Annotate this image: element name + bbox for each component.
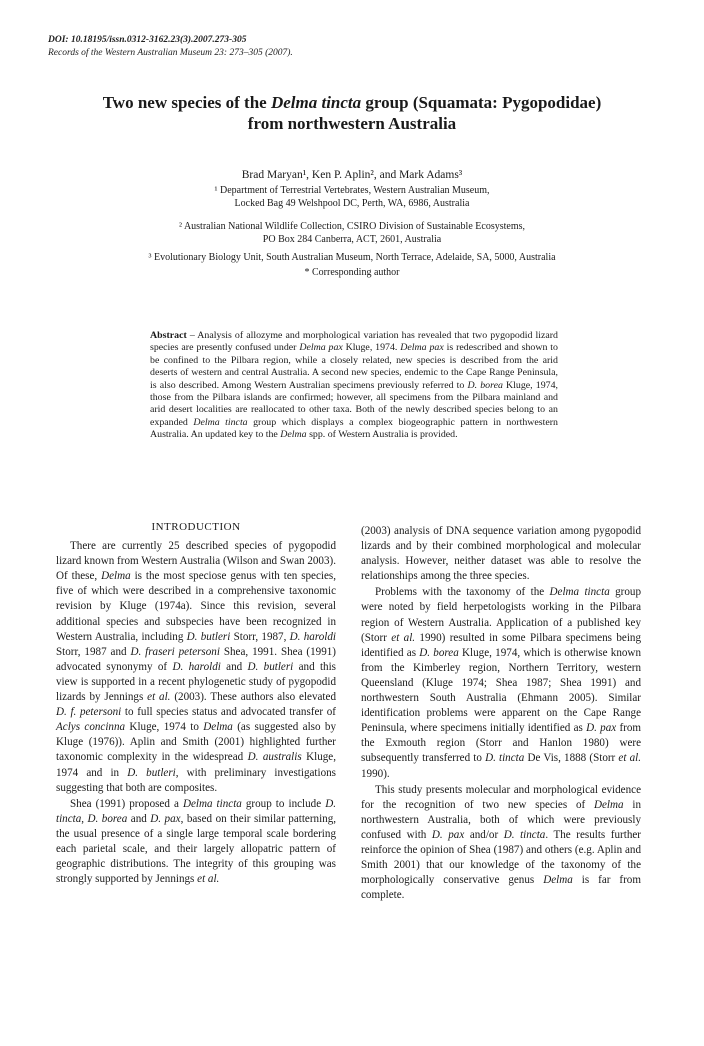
title-line2: from northwestern Australia bbox=[247, 114, 457, 133]
italic-run: D. pax bbox=[586, 722, 617, 735]
abstract-taxon: Delma pax bbox=[299, 342, 343, 354]
citation-line: Records of the Western Australian Museum 23: 273–305 (2007). bbox=[48, 48, 293, 58]
text-run: and/or bbox=[464, 828, 504, 841]
intro-paragraph-2 bbox=[56, 797, 336, 888]
text-run: , with preliminary investigations suggesting that both are composites. bbox=[56, 766, 337, 794]
abstract-taxon: Delma tincta bbox=[193, 416, 248, 428]
doi-line[interactable]: DOI: 10.18195/issn.0312-3162.23(3).2007.273-305 bbox=[48, 35, 247, 45]
article-title bbox=[30, 92, 674, 134]
text-run: to full species status and advocated transfer of bbox=[121, 706, 336, 719]
italic-run: et al. bbox=[391, 631, 416, 644]
title-italic: Delma tincta bbox=[270, 93, 362, 112]
journal-header bbox=[48, 34, 668, 60]
text-run: Shea (1991) proposed a bbox=[70, 797, 183, 810]
text-run: Shea, 1991. Shea (1991) advocated synonymy of bbox=[56, 645, 336, 673]
section-heading-introduction: INTRODUCTION bbox=[151, 521, 241, 533]
text-run: Storr, 1987, bbox=[230, 630, 290, 643]
abstract-lead: Abstract bbox=[150, 330, 187, 341]
text-run: . The results further reinforce the opinion of Shea (1987) and others (e.g. Aplin and Smith 2001) that our knowledge of the taxonomy of the morphologically conservative genus bbox=[361, 828, 641, 887]
text-run: Kluge, 1974, which is otherwise known from the Kimberley region, Northern Territory, western Queensland (Kluge 1974; Shea 1987; Shea 1991) and northwestern South Australia (Ehmann 2005). Similar identification problems were apparent on the Cape Range Peninsula, where specimens initially identified as bbox=[361, 646, 641, 735]
intro-paragraph-4 bbox=[361, 783, 641, 904]
text-run: in northwestern Australia, both of which were previously confused with bbox=[361, 798, 641, 841]
italic-run: D. haroldi bbox=[172, 660, 221, 673]
italic-run: D. tincta bbox=[56, 797, 336, 825]
abstract-taxon: D. borea bbox=[467, 379, 503, 391]
title-part1: Two new species of the bbox=[102, 93, 271, 112]
abstract-taxon: Delma pax bbox=[400, 342, 444, 354]
affiliation-2a: ² Australian National Wildlife Collection, CSIRO Division of Sustainable Ecosystems, bbox=[179, 221, 525, 232]
intro-paragraph-2-cont bbox=[361, 524, 641, 584]
italic-run: D. tincta bbox=[485, 752, 525, 765]
text-run: group were noted by field herpetologists working in the Pilbara region of Western Australia. Application of a published key (Storr bbox=[361, 586, 641, 644]
abstract-text: spp. of Western Australia is provided. bbox=[306, 429, 458, 441]
intro-paragraph-3 bbox=[361, 585, 641, 781]
italic-run: D. australis bbox=[247, 751, 302, 764]
abstract-taxon: Delma bbox=[280, 429, 307, 441]
left-column bbox=[56, 520, 336, 887]
title-part2: group (Squamata: Pygopodidae) bbox=[361, 93, 602, 112]
italic-run: D. pax bbox=[150, 812, 181, 825]
abstract-text: is redescribed and shown to be confined to the Pilbara region, while a closely related, new species is described from the arid deserts of western and central Australia. A second new species, endemic to the Cape Range Peninsula, is also described. Among Western Australian specimens previously referred to bbox=[150, 342, 558, 391]
abstract-text: Kluge, 1974. bbox=[342, 342, 401, 354]
italic-run: D. butleri bbox=[127, 766, 176, 779]
italic-run: et al. bbox=[147, 691, 171, 704]
text-run: group to include bbox=[241, 797, 326, 810]
italic-run: D. haroldi bbox=[289, 630, 336, 643]
affiliation-1a: ¹ Department of Terrestrial Vertebrates, Western Australian Museum, bbox=[214, 185, 490, 196]
abstract-text: group which displays a complex biogeographic pattern in northwestern Australia. An updated key to the bbox=[150, 416, 558, 441]
text-run: from the Exmouth region (Storr and Hanlon 1980) were subsequently transferred to bbox=[361, 722, 642, 765]
italic-run: Delma tincta bbox=[182, 797, 242, 810]
text-run: Kluge, 1974 and in bbox=[56, 751, 336, 779]
italic-run: Delma bbox=[543, 874, 573, 887]
italic-run: et al. bbox=[618, 752, 641, 765]
text-run: and bbox=[220, 660, 248, 673]
text-run: De Vis, 1888 (Storr bbox=[524, 752, 619, 765]
text-run: This study presents molecular and morphological evidence for the recognition of two new species of bbox=[361, 783, 641, 811]
italic-run: D. f. petersoni bbox=[56, 706, 122, 719]
text-run: is far from complete. bbox=[361, 874, 641, 902]
italic-run: D. fraseri petersoni bbox=[130, 645, 220, 658]
abstract-text: – Analysis of allozyme and morphological variation has revealed that two pygopodid lizard species are presently confused under bbox=[150, 330, 558, 354]
italic-run: Delma bbox=[203, 721, 233, 734]
text-run: Problems with the taxonomy of the bbox=[375, 586, 550, 599]
italic-run: D. borea bbox=[419, 646, 459, 659]
text-run: (2003) analysis of DNA sequence variation among pygopodid lizards and by their combined morphological and molecular analysis. However, neither dataset was able to resolve the relationships among the three species. bbox=[361, 525, 641, 583]
right-column bbox=[361, 524, 641, 903]
text-run: , bbox=[81, 812, 88, 825]
affiliation-3: ³ Evolutionary Biology Unit, South Australian Museum, North Terrace, Adelaide, SA, 5000, Australia bbox=[148, 252, 556, 263]
text-run: and bbox=[127, 812, 151, 825]
text-run: , based on their similar patterning, the usual presence of a single large temporal scale bordering each parietal scale, and their largely allopatric pattern of geographic distributions. The integrity of this grouping was strongly supported by Jennings bbox=[56, 812, 337, 886]
italic-run: et al. bbox=[197, 873, 220, 886]
italic-run: Delma bbox=[594, 798, 624, 811]
corresponding-note: * Corresponding author bbox=[304, 267, 400, 278]
text-run: is the most speciose genus with ten species, five of which were described in a comprehensive taxonomic revision by Kluge (1974a). Since this revision, several additional species and subspecies have been recognized in Western Australia, including bbox=[56, 570, 336, 643]
italic-run: D. butleri bbox=[186, 630, 231, 643]
italic-run: Aclys concinna bbox=[56, 721, 126, 734]
author-list: Brad Maryan¹, Ken P. Aplin², and Mark Adams³ bbox=[241, 169, 463, 181]
text-run: 1990) resulted in some Pilbara specimens being identified as bbox=[361, 631, 642, 659]
text-run: There are currently 25 described species of pygopodid lizard known from Western Australia (Wilson and Swan 2003). Of these, bbox=[56, 540, 336, 583]
text-run: (2003). These authors also elevated bbox=[170, 691, 336, 704]
abstract-text: Kluge, 1974, those from the Pilbara islands are confirmed; however, all specimens from the Pilbara mainland and arid desert localities are reallocated to other taxa. Both of the newly described species belong to an expanded bbox=[150, 379, 558, 428]
italic-run: Delma tincta bbox=[549, 586, 610, 599]
text-run: Kluge, 1974 to bbox=[125, 721, 204, 734]
italic-run: D. borea bbox=[87, 812, 128, 825]
italic-run: Delma bbox=[101, 570, 131, 583]
affiliation-2b: PO Box 284 Canberra, ACT, 2601, Australia bbox=[262, 234, 442, 245]
text-run: and this view is supported in a recent phylogenetic study of pygopodid lizards by Jennings bbox=[56, 660, 336, 704]
italic-run: D. butleri bbox=[247, 660, 294, 673]
italic-run: D. tincta bbox=[503, 828, 546, 841]
affiliation-1b: Locked Bag 49 Welshpool DC, Perth, WA, 6986, Australia bbox=[234, 198, 470, 209]
text-run: Storr, 1987 and bbox=[56, 645, 131, 658]
text-run: 1990). bbox=[361, 767, 390, 780]
text-run: (as suggested also by Kluge (1976)). Aplin and Smith (2001) highlighted further taxonomic complexity in the widespread bbox=[56, 721, 336, 764]
italic-run: D. pax bbox=[431, 828, 465, 841]
abstract bbox=[150, 330, 558, 442]
intro-paragraph-1 bbox=[56, 539, 336, 796]
